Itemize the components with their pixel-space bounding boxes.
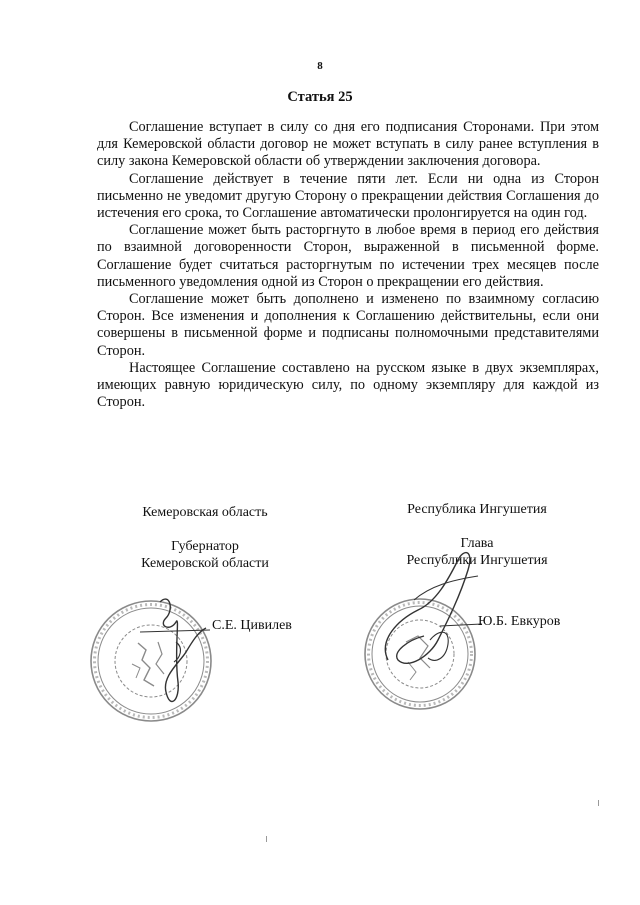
scan-speck [266, 836, 267, 842]
paragraph-1: Соглашение вступает в силу со дня его подписания Сторонами. При этом для Кемеровской области договор не может вступать в силу ранее вступления в силу закона Кемеровской области об утверждении заключения договора. [97, 119, 599, 170]
paragraph-4: Соглашение может быть дополнено и изменено по взаимному согласию Сторон. Все изменения и дополнения к Соглашению действительны, если они совершены в письменной форме и подписаны полномочными представителями Сторон. [97, 291, 599, 359]
left-party-region: Кемеровская область [142, 505, 268, 520]
right-title-line2: Республики Ингушетия [406, 553, 548, 568]
article-title: Статья 25 [287, 89, 353, 105]
paragraph-3: Соглашение может быть расторгнуто в любое время в период его действия по взаимной договоренности Сторон, выраженной в письменной форме. Соглашение будет считаться расторгнутым по истечении трех месяцев после письменного уведомления одной из Сторон о прекращении его действия. [97, 222, 599, 290]
right-party-name: Ю.Б. Евкуров [478, 614, 561, 629]
right-title-line1: Глава [460, 536, 494, 551]
right-signature [378, 540, 488, 700]
right-party-region: Республика Ингушетия [407, 502, 547, 517]
left-party-name: С.Е. Цивилев [212, 618, 292, 633]
left-title-line2: Кемеровской области [141, 556, 269, 571]
paragraph-2: Соглашение действует в течение пяти лет. Если ни одна из Сторон письменно не уведомит другую Сторону о прекращении действия Соглашения до истечения его срока, то Соглашение автоматически пролонгируется на один год. [97, 170, 599, 222]
left-title-line1: Губернатор [171, 539, 239, 554]
article-body [97, 119, 599, 411]
scan-speck [598, 800, 599, 806]
left-signature [140, 592, 220, 722]
paragraph-5: Настоящее Соглашение составлено на русском языке в двух экземплярах, имеющих равную юридическую силу, по одному экземпляру для каждой из Сторон. [97, 359, 599, 411]
page-number: 8 [317, 60, 323, 72]
left-party-title [120, 538, 290, 572]
